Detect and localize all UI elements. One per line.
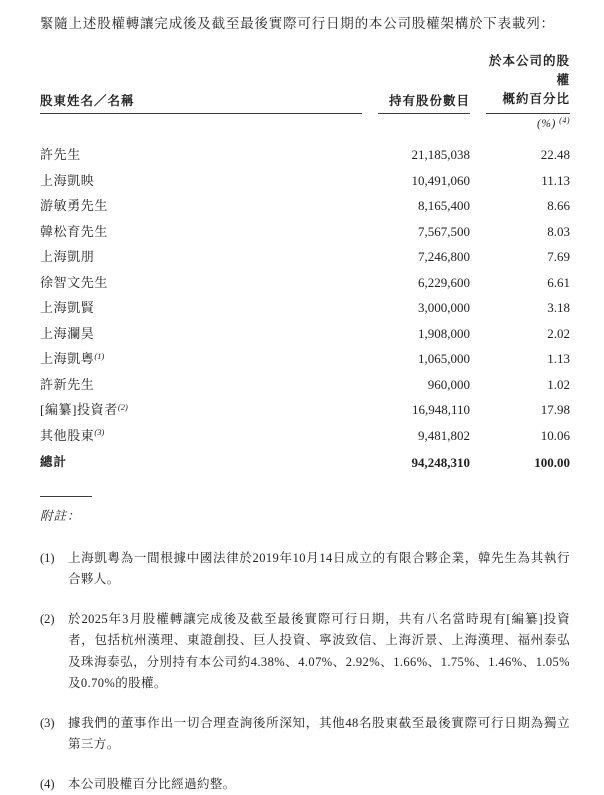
table-row [40, 245, 570, 271]
table-row [40, 347, 570, 373]
percentage-cell: 8.03 [470, 220, 570, 246]
percentage-unit-note-ref: (4) [559, 116, 570, 125]
table-row [40, 424, 570, 450]
shares-held-cell: 7,567,500 [362, 220, 470, 246]
shares-held-cell: 1,908,000 [362, 322, 470, 348]
note-item [40, 774, 570, 795]
shareholder-name: 許先生 [40, 147, 81, 162]
shareholder-name-cell [40, 194, 362, 220]
table-row [40, 271, 570, 297]
shareholder-name-cell [40, 296, 362, 322]
shares-held-cell: 6,229,600 [362, 271, 470, 297]
shares-held-cell: 9,481,802 [362, 424, 470, 450]
shares-held-cell: 8,165,400 [362, 194, 470, 220]
percentage-cell: 10.06 [470, 424, 570, 450]
column-header-approx-percentage-line1: 於本公司的股權 [486, 52, 570, 90]
shares-held-cell: 10,491,060 [362, 169, 470, 195]
shareholder-name: 上海瀾昊 [40, 326, 94, 341]
shareholder-name-cell [40, 398, 362, 424]
table-row [40, 194, 570, 220]
shares-held-cell: 3,000,000 [362, 296, 470, 322]
column-header-approx-percentage-line2: 概約百分比 [486, 90, 570, 109]
table-header-row [40, 52, 570, 114]
percentage-cell: 3.18 [470, 296, 570, 322]
shareholder-name-cell [40, 169, 362, 195]
notes-list [40, 548, 570, 795]
shareholder-name-cell [40, 424, 362, 450]
percentage-cell: 1.13 [470, 347, 570, 373]
intro-paragraph: 緊隨上述股權轉讓完成後及截至最後實際可行日期的本公司股權架構於下表載列： [40, 15, 570, 33]
note-text: 上海凱粵為一間根據中國法律於2019年10月14日成立的有限合夥企業，韓先生為其執行合夥人。 [68, 548, 570, 591]
shareholder-name-cell [40, 271, 362, 297]
column-header-approx-percentage [486, 52, 570, 114]
table-row [40, 322, 570, 348]
shares-held-cell: 21,185,038 [362, 143, 470, 169]
note-item [40, 713, 570, 756]
shareholder-name-cell [40, 322, 362, 348]
note-item [40, 609, 570, 695]
footnote-reference: (3) [94, 427, 104, 437]
table-row [40, 296, 570, 322]
shareholder-name: 上海凱眏 [40, 173, 94, 188]
note-text: 據我們的董事作出一切合理查詢後所深知，其他48名股東截至最後實際可行日期為獨立第三方。 [68, 713, 570, 756]
note-text: 本公司股權百分比經過約整。 [68, 774, 570, 795]
note-number: (1) [40, 548, 68, 591]
shareholder-name: 許新先生 [40, 377, 94, 392]
shareholder-name-cell [40, 347, 362, 373]
percentage-cell: 22.48 [470, 143, 570, 169]
table-row [40, 143, 570, 169]
notes-heading: 附註： [40, 506, 570, 524]
shares-held-cell: 1,065,000 [362, 347, 470, 373]
shareholder-name: 上海凱賢 [40, 300, 94, 315]
shareholder-name-cell [40, 143, 362, 169]
shareholder-name-cell [40, 220, 362, 246]
shareholder-name: 上海凱朋 [40, 249, 94, 264]
shareholder-name: 上海凱粵 [40, 351, 94, 366]
shareholder-name: 徐智文先生 [40, 275, 108, 290]
percentage-cell: 8.66 [470, 194, 570, 220]
percentage-cell: 17.98 [470, 398, 570, 424]
shareholding-table-body [40, 143, 570, 449]
shares-held-cell: 7,246,800 [362, 245, 470, 271]
shareholder-name-cell [40, 245, 362, 271]
total-shares-cell: 94,248,310 [362, 451, 470, 475]
total-percentage-cell: 100.00 [470, 451, 570, 475]
shareholder-name: [編纂]投資者 [40, 402, 118, 417]
note-number: (4) [40, 774, 68, 795]
column-header-shareholder-name: 股東姓名／名稱 [40, 91, 362, 114]
table-row [40, 398, 570, 424]
note-number: (2) [40, 609, 68, 695]
shareholder-name: 游敏勇先生 [40, 198, 108, 213]
percent-sign: (%) [537, 118, 556, 130]
footnote-divider [40, 496, 92, 497]
shareholder-name: 韓松育先生 [40, 224, 108, 239]
percentage-cell: 2.02 [470, 322, 570, 348]
table-row [40, 373, 570, 399]
note-text: 於2025年3月股權轉讓完成後及截至最後實際可行日期，共有八名當時現有[編纂]投資者，包括杭州漢理、東證創投、巨人投資、寧波致信、上海沂景、上海漢理、福州泰弘及珠海泰弘，分別持有本公司約4.38%、4.07%、2.92%、1.66%、1.75%、1.46%、1.05%及0.70%的股權。 [68, 609, 570, 695]
total-label: 總計 [40, 451, 362, 475]
percentage-cell: 6.61 [470, 271, 570, 297]
footnote-reference: (1) [94, 351, 104, 361]
footnote-reference: (2) [118, 402, 128, 412]
table-row [40, 169, 570, 195]
table-row [40, 220, 570, 246]
shareholder-name-cell [40, 373, 362, 399]
note-item [40, 548, 570, 591]
note-number: (3) [40, 713, 68, 756]
percentage-cell: 1.02 [470, 373, 570, 399]
table-total-row [40, 451, 570, 475]
percentage-cell: 7.69 [470, 245, 570, 271]
percentage-cell: 11.13 [470, 169, 570, 195]
shares-held-cell: 960,000 [362, 373, 470, 399]
percentage-unit-label [40, 118, 570, 130]
shareholder-name: 其他股東 [40, 428, 94, 443]
column-header-shares-held: 持有股份數目 [378, 91, 470, 114]
shares-held-cell: 16,948,110 [362, 398, 470, 424]
